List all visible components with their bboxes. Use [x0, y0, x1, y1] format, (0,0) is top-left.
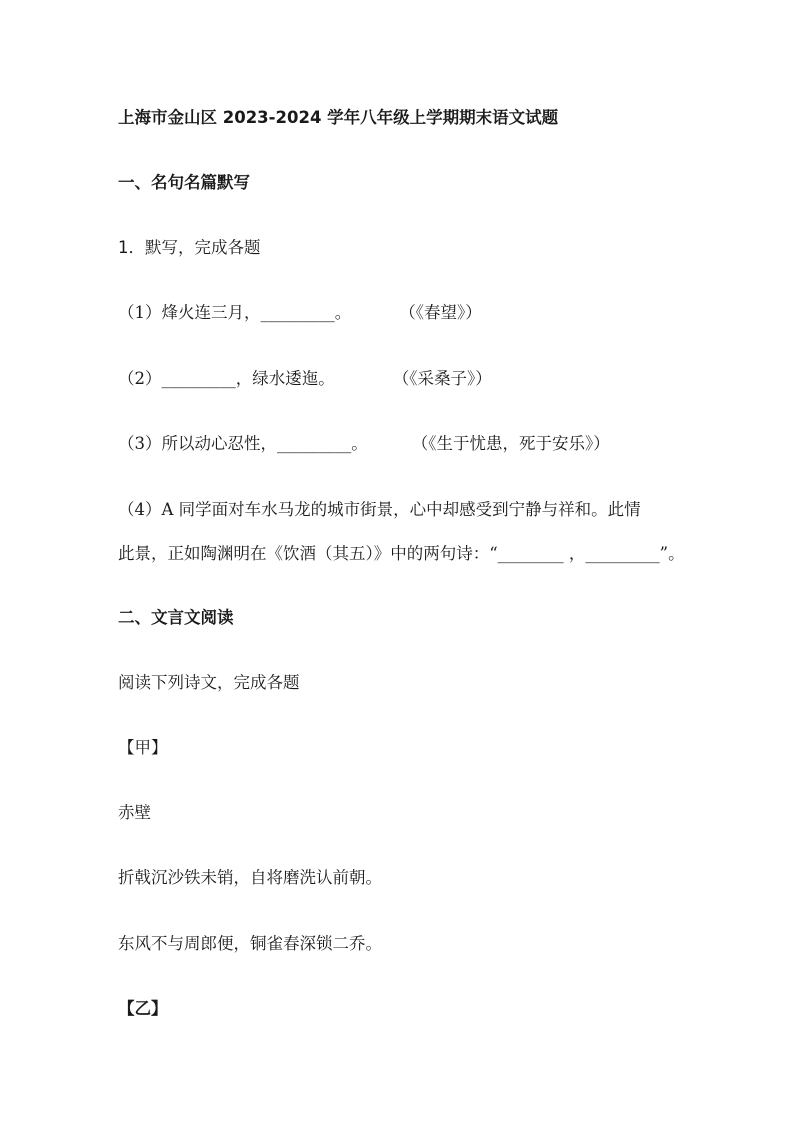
question-item-3	[118, 433, 610, 455]
passage-label-jia: 【甲】	[118, 738, 168, 757]
section-heading-recitation: 一、名句名篇默写	[118, 173, 250, 192]
section-heading-classical-reading: 二、文言文阅读	[118, 608, 234, 627]
question-item-3-text: （3）所以动心忍性，_________。	[118, 434, 368, 453]
poem-line-2: 东风不与周郎便，铜雀春深锁二乔。	[118, 934, 382, 953]
question-item-2-text: （2）_________，绿水逶迤。	[118, 369, 335, 388]
question-1-prompt: 1．默写，完成各题	[118, 238, 261, 257]
question-item-4-line-1: （4）A 同学面对车水马龙的城市街景，心中却感受到宁静与祥和。此情	[118, 500, 641, 519]
question-item-1-source: （《春望》）	[399, 303, 482, 322]
passage-label-yi: 【乙】	[118, 999, 168, 1018]
reading-instruction: 阅读下列诗文，完成各题	[118, 673, 300, 692]
question-item-2	[118, 368, 492, 390]
question-item-1-text: （1）烽火连三月，_________。	[118, 303, 352, 322]
poem-line-1: 折戟沉沙铁未销，自将磨洗认前朝。	[118, 868, 382, 887]
page-title: 上海市金山区 2023-2024 学年八年级上学期期末语文试题	[118, 108, 559, 127]
poem-title: 赤壁	[118, 803, 151, 822]
question-item-3-source: （《生于忧患，死于安乐》）	[411, 434, 610, 453]
question-item-1	[118, 302, 482, 324]
question-item-2-source: （《采桑子》）	[392, 369, 492, 388]
question-item-4-line-2: 此景，正如陶渊明在《饮酒（其五）》中的两句诗：“________ ，_________”。	[118, 544, 685, 563]
